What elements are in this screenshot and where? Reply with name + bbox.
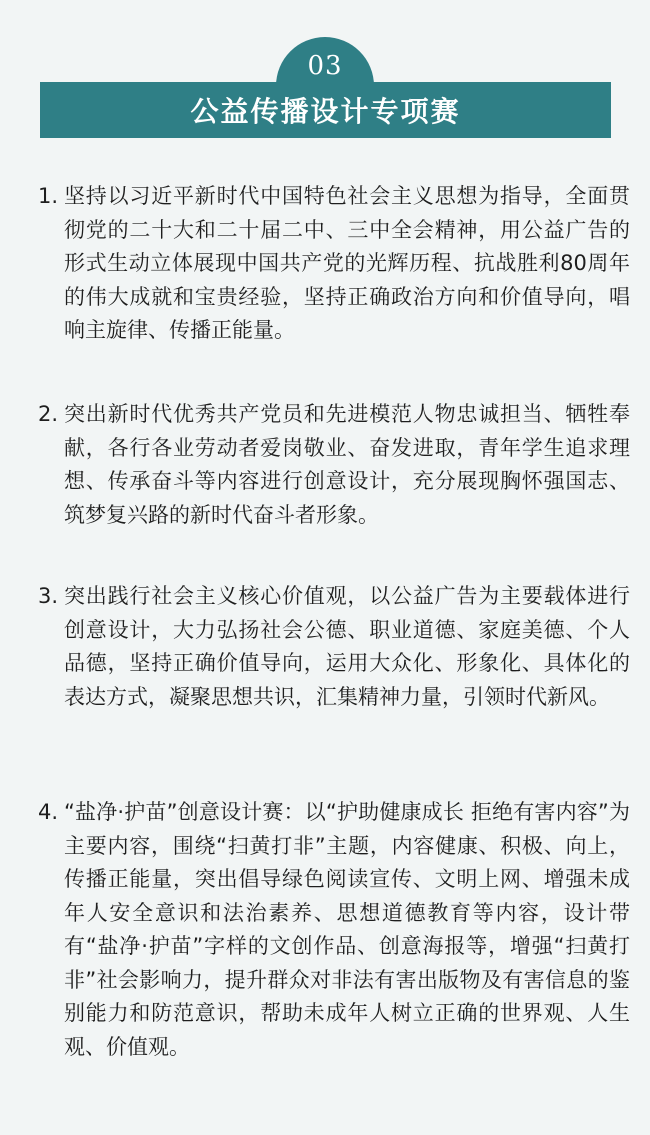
list-item-text: 突出新时代优秀共产党员和先进模范人物忠诚担当、牺牲奉献，各行各业劳动者爱岗敬业、奋发进取，青年学生追求理想、传承奋斗等内容进行创意设计，充分展现胸怀强国志、筑梦复兴路的新时代奋斗者形象。 <box>64 402 630 527</box>
list-item-text: 坚持以习近平新时代中国特色社会主义思想为指导，全面贯彻党的二十大和二十届二中、三中全会精神，用公益广告的形式生动立体展现中国共产党的光辉历程、抗战胜利80周年的伟大成就和宝贵经验，坚持正确政治方向和价值导向，唱响主旋律、传播正能量。 <box>64 184 630 342</box>
section-title-bar <box>40 82 611 138</box>
list-item-number: 1. <box>38 184 59 208</box>
list-item <box>38 398 630 532</box>
list-item <box>38 580 630 714</box>
list-item-text: 突出践行社会主义核心价值观，以公益广告为主要载体进行创意设计，大力弘扬社会公德、职业道德、家庭美德、个人品德，坚持正确价值导向，运用大众化、形象化、具体化的表达方式，凝聚思想共识，汇集精神力量，引领时代新风。 <box>64 584 630 709</box>
list-item <box>38 796 630 1064</box>
list-item <box>38 180 630 348</box>
section-title: 公益传播设计专项赛 <box>190 95 461 128</box>
section-header <box>0 0 650 150</box>
list-item-number: 2. <box>38 402 59 426</box>
list-item-number: 3. <box>38 584 59 608</box>
list-item-text: “盐净·护苗”创意设计赛：以“护助健康成长 拒绝有害内容”为主要内容，围绕“扫黄打非”主题，内容健康、积极、向上，传播正能量，突出倡导绿色阅读宣传、文明上网、增强未成年人安全意识和法治素养、思想道德教育等内容，设计带有“盐净·护苗”字样的文创作品、创意海报等，增强“扫黄打非”社会影响力，提升群众对非法有害出版物及有害信息的鉴别能力和防范意识，帮助未成年人树立正确的世界观、人生观、价值观。 <box>64 800 630 1059</box>
list-item-number: 4. <box>38 800 59 824</box>
section-number: 03 <box>307 51 343 81</box>
